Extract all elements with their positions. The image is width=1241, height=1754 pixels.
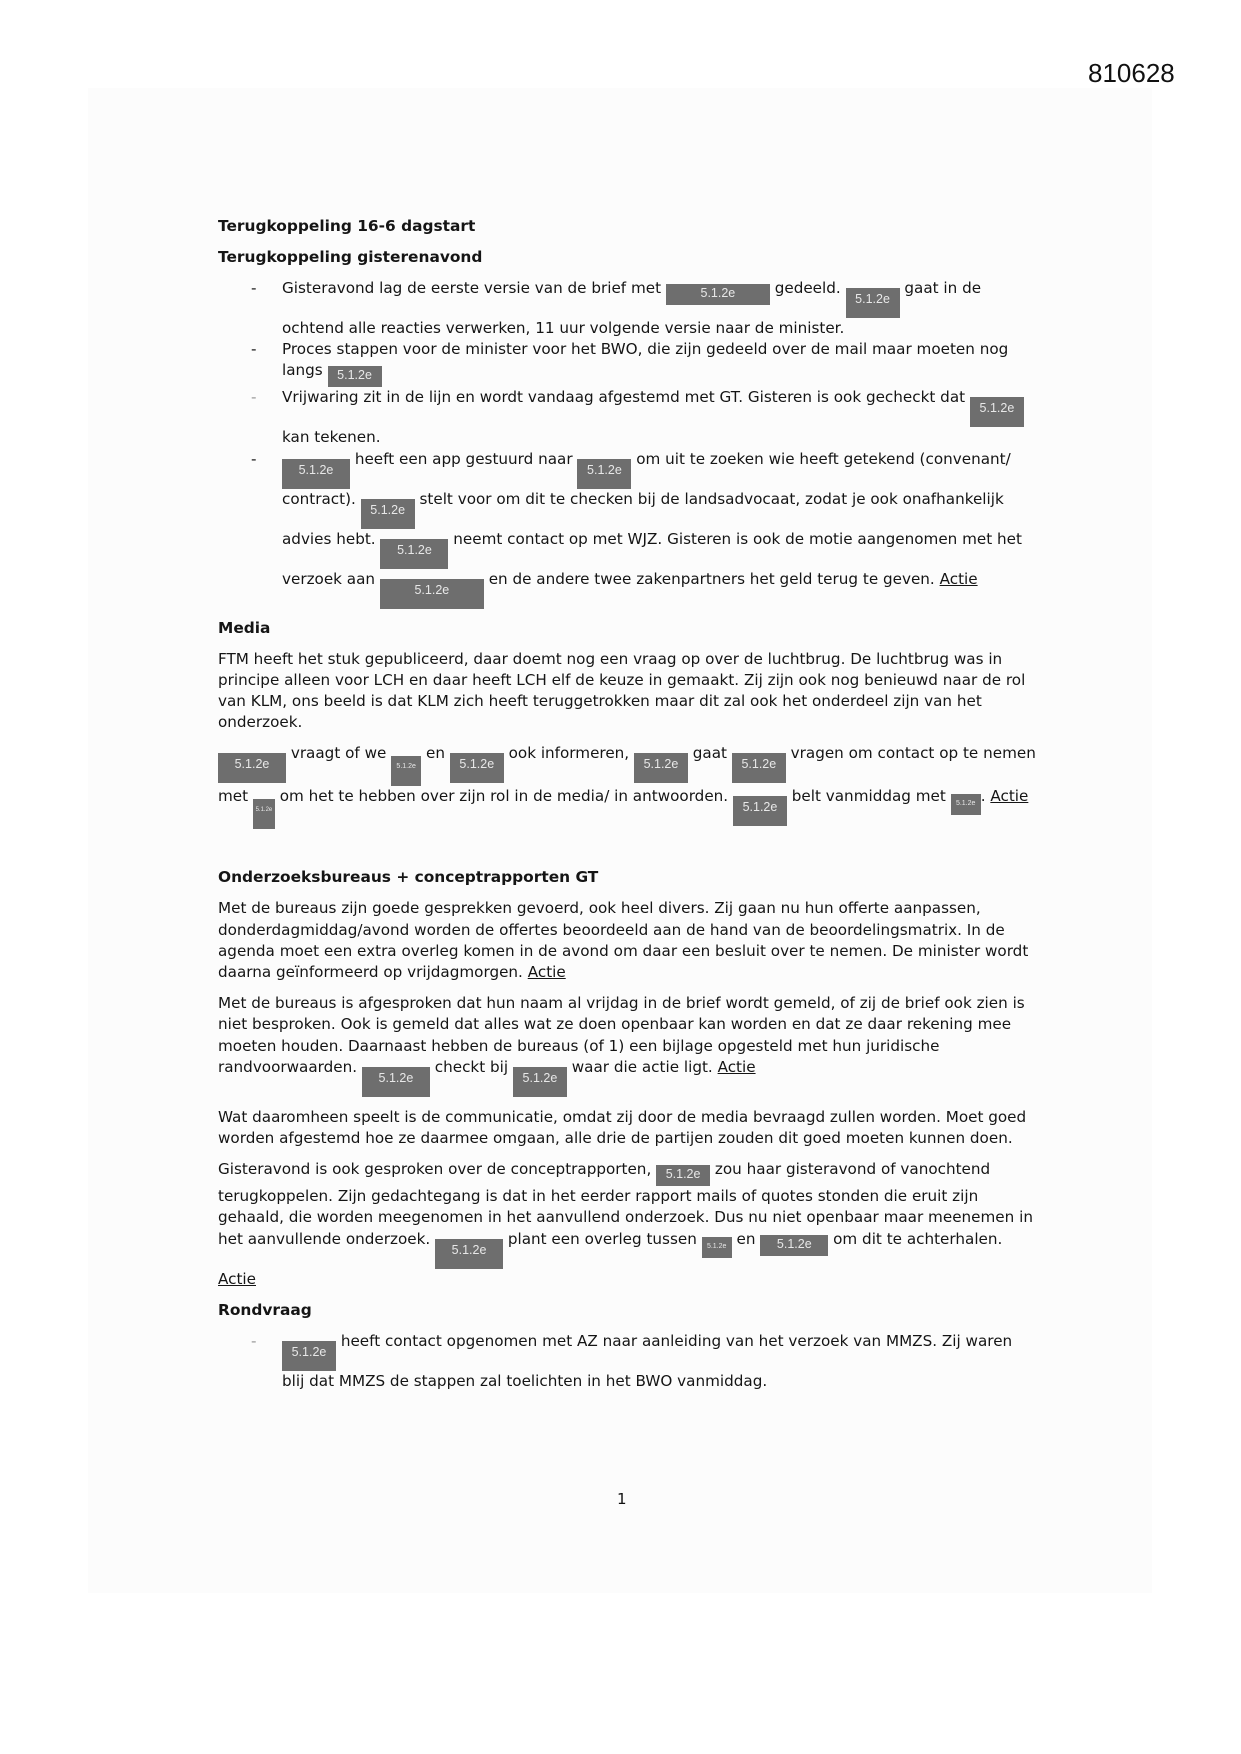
bullet-dash: - xyxy=(251,449,257,468)
redaction-box: 5.1.2e xyxy=(846,288,900,318)
rondvraag-list xyxy=(218,1331,1038,1392)
redaction-box: 5.1.2e xyxy=(361,499,415,529)
bullet-dash: - xyxy=(251,1331,257,1350)
redaction-box: 5.1.2e xyxy=(218,753,286,783)
action-link[interactable]: Actie xyxy=(218,1269,256,1288)
redaction-box: 5.1.2e xyxy=(380,539,448,569)
page-number: 1 xyxy=(617,1490,627,1508)
redaction-box: 5.1.2e xyxy=(282,459,350,489)
redaction-box: 5.1.2e xyxy=(970,397,1024,427)
action-link[interactable]: Actie xyxy=(939,569,978,588)
redaction-box: 5.1.2e xyxy=(733,796,787,826)
redaction-box: 5.1.2e xyxy=(362,1067,430,1097)
redaction-box: 5.1.2e xyxy=(513,1067,567,1097)
bullet-dash: - xyxy=(251,279,257,297)
redaction-box: 5.1.2e xyxy=(951,794,981,815)
document-title: Terugkoppeling 16-6 dagstart xyxy=(218,217,476,235)
section-heading-gisterenavond: Terugkoppeling gisterenavond xyxy=(218,248,483,266)
bullet-dash: - xyxy=(251,388,257,407)
action-link[interactable]: Actie xyxy=(990,787,1029,806)
media-paragraph-1: FTM heeft het stuk gepubliceerd, daar doemt nog een vraag op over de luchtbrug. De luchtbrug was in principe alleen voor LCH en daar heeft LCH elf de keuze in gemaakt. Zij zijn ook nog benieuwd naar de rol van KLM, ons beeld is dat KLM zich heeft teruggetrokken maar dit zal ook het onderdeel zijn van het onderzoek. xyxy=(218,649,1026,732)
list-item: - 5.1.2e heeft een app gestuurd naar 5.1.2e om uit te zoeken wie heeft getekend (convenant/ contract). 5.1.2e stelt voor om dit te checken bij de landsadvocaat, zodat je ook onafhankelijk advies hebt. 5.1.2e neemt contact op met WJZ. Gisteren is ook de motie aangenomen met het verzoek aan 5.1.2e en de andere twee zakenpartners het geld terug te geven. Actie xyxy=(218,449,1038,609)
redaction-box: 5.1.2e xyxy=(380,579,484,609)
bullet-dash: - xyxy=(251,340,257,359)
redaction-box: 5.1.2e xyxy=(253,799,275,829)
redaction-box: 5.1.2e xyxy=(666,284,770,305)
section-heading-rondvraag: Rondvraag xyxy=(218,1300,312,1319)
redaction-box: 5.1.2e xyxy=(634,753,688,783)
list-item: - Proces stappen voor de minister voor het BWO, die zijn gedeeld over de mail maar moeten nog langs 5.1.2e xyxy=(218,339,1038,387)
redaction-box: 5.1.2e xyxy=(282,1341,336,1371)
redaction-box: 5.1.2e xyxy=(435,1239,503,1269)
action-link[interactable]: Actie xyxy=(717,1057,756,1076)
action-link[interactable]: Actie xyxy=(527,963,566,982)
redaction-box: 5.1.2e xyxy=(391,756,421,786)
redaction-box: 5.1.2e xyxy=(760,1235,828,1256)
section-heading-media: Media xyxy=(218,618,271,637)
list-item: - Gisteravond lag de eerste versie van de brief met 5.1.2e gedeeld. 5.1.2e gaat in de ochtend alle reacties verwerken, 11 uur volgende versie naar de minister. xyxy=(251,279,982,337)
section-heading-onderzoeksbureaus: Onderzoeksbureaus + conceptrapporten GT xyxy=(218,868,599,887)
redaction-box: 5.1.2e xyxy=(732,753,786,783)
list-item: - Vrijwaring zit in de lijn en wordt vandaag afgestemd met GT. Gisteren is ook gecheckt dat 5.1.2e kan tekenen. xyxy=(218,387,1038,448)
redaction-box: 5.1.2e xyxy=(328,366,382,387)
gisterenavond-list xyxy=(218,278,1038,609)
document-body xyxy=(218,216,1038,1392)
list-item: - 5.1.2e heeft contact opgenomen met AZ naar aanleiding van het verzoek van MMZS. Zij waren blij dat MMZS de stappen zal toelichten in het BWO vanmiddag. xyxy=(251,1331,1013,1390)
media-paragraph-2: 5.1.2e vraagt of we 5.1.2e en 5.1.2e ook informeren, 5.1.2e gaat 5.1.2e vragen om contact op te nemen met 5.1.2e om het te hebben over zijn rol in de media/ in antwoorden. 5.1.2e belt vanmiddag met 5.1.2e . Actie xyxy=(218,743,1038,829)
redaction-box: 5.1.2e xyxy=(450,753,504,783)
redaction-box: 5.1.2e xyxy=(577,459,631,489)
onderzoek-paragraph-4: Gisteravond is ook gesproken over de conceptrapporten, 5.1.2e zou haar gisteravond of vanochtend terugkoppelen. Zijn gedachtegang is dat in het eerder rapport mails of quotes stonden die eruit zijn gehaald, die worden meegenomen in het aanvullend onderzoek. Dus nu niet openbaar maar meenemen in het aanvullende onderzoek. 5.1.2e plant een overleg tussen 5.1.2e en 5.1.2e om dit te achterhalen. Actie xyxy=(218,1160,1033,1288)
onderzoek-paragraph-1: Met de bureaus zijn goede gesprekken gevoerd, ook heel divers. Zij gaan nu hun offerte aanpassen, donderdagmiddag/avond worden de offertes beoordeeld aan de hand van de beoordelingsmatrix. In de agenda moet een extra overleg komen in de avond om daar een besluit over te nemen. De minister wordt daarna geïnformeerd op vrijdagmorgen. Actie xyxy=(218,899,1029,982)
onderzoek-paragraph-2: Met de bureaus is afgesproken dat hun naam al vrijdag in de brief wordt gemeld, of zij de brief ook zien is niet besproken. Ook is gemeld dat alles wat ze doen openbaar kan worden en dat ze daar rekening mee moeten houden. Daarnaast hebben de bureaus (of 1) een bijlage opgesteld met hun juridische randvoorwaarden. 5.1.2e checkt bij 5.1.2e waar die actie ligt. Actie xyxy=(218,993,1038,1097)
document-number: 810628 xyxy=(1088,58,1175,88)
redaction-box: 5.1.2e xyxy=(702,1237,732,1258)
redaction-box: 5.1.2e xyxy=(656,1165,710,1186)
onderzoek-paragraph-3: Wat daaromheen speelt is de communicatie, omdat zij door de media bevraagd zullen worden. Moet goed worden afgestemd hoe ze daarmee omgaan, alle drie de partijen zouden dit goed moeten kunnen doen. xyxy=(218,1107,1027,1148)
